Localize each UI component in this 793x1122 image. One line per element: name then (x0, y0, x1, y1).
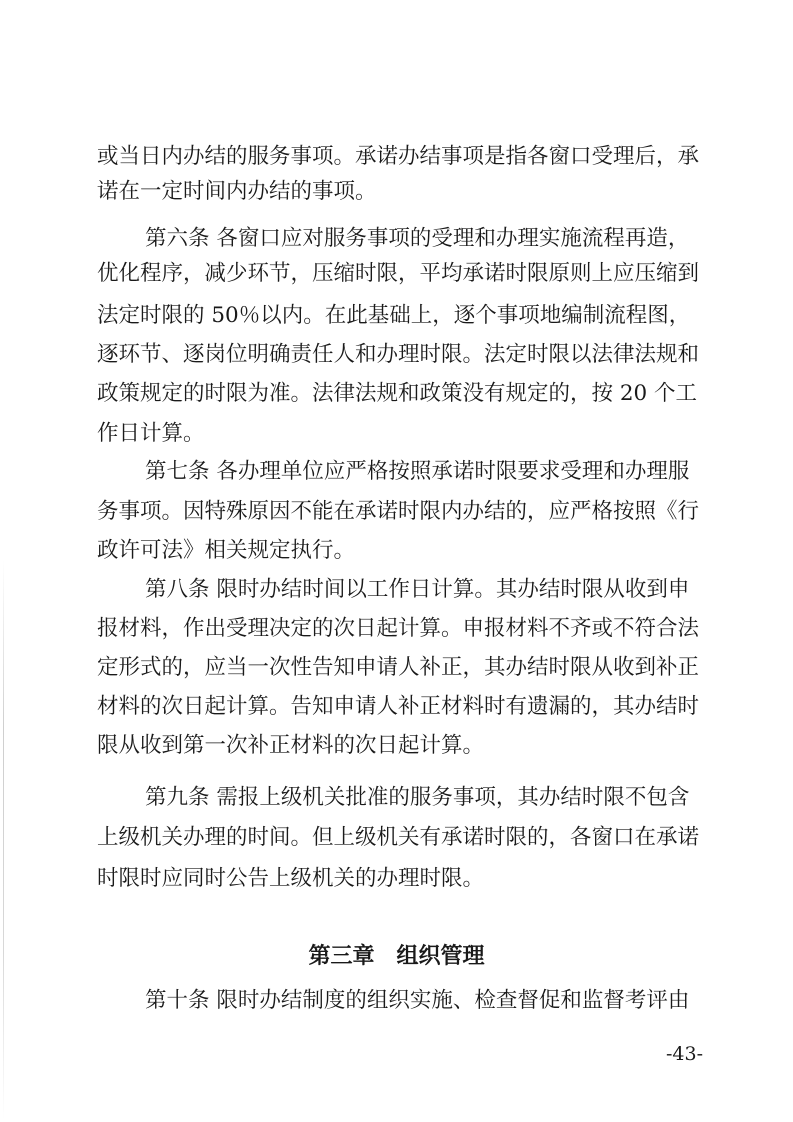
body-line: 诺在一定时间内办结的事项。 (97, 179, 377, 204)
body-line: 法定时限的 50％以内。在此基础上，逐个事项地编制流程图， (97, 303, 691, 328)
body-line: 定形式的，应当一次性告知申请人补正，其办结时限从收到补正 (97, 655, 700, 680)
body-line: 报材料，作出受理决定的次日起计算。申报材料不齐或不符合法 (97, 616, 700, 641)
article-10-heading-line: 第十条 限时办结制度的组织实施、检查督促和监督考评由 (145, 988, 690, 1013)
body-line: 政策规定的时限为准。法律法规和政策没有规定的，按 20 个工 (97, 381, 698, 406)
body-line: 材料的次日起计算。告知申请人补正材料时有遗漏的，其办结时 (97, 694, 700, 719)
body-line: 政许可法》相关规定执行。 (97, 538, 356, 563)
body-line: 逐环节、逐岗位明确责任人和办理时限。法定时限以法律法规和 (97, 342, 700, 367)
article-6-heading-line: 第六条 各窗口应对服务事项的受理和办理实施流程再造， (145, 226, 690, 251)
body-line: 时限时应同时公告上级机关的办理时限。 (97, 866, 485, 891)
body-line: 或当日内办结的服务事项。承诺办结事项是指各窗口受理后，承 (97, 144, 700, 169)
article-8-heading-line: 第八条 限时办结时间以工作日计算。其办结时限从收到申 (145, 577, 690, 602)
body-line: 优化程序，减少环节，压缩时限，平均承诺时限原则上应压缩到 (97, 261, 700, 286)
page-number: -43- (665, 1043, 703, 1065)
chapter-title: 第三章 组织管理 (308, 944, 485, 969)
article-9-heading-line: 第九条 需报上级机关批准的服务事项，其办结时限不包含 (145, 785, 690, 810)
body-line: 务事项。因特殊原因不能在承诺时限内办结的，应严格按照《行 (97, 499, 700, 524)
article-7-heading-line: 第七条 各办理单位应严格按照承诺时限要求受理和办理服 (145, 459, 690, 484)
body-line: 上级机关办理的时间。但上级机关有承诺时限的，各窗口在承诺 (97, 825, 700, 850)
body-line: 作日计算。 (97, 421, 205, 446)
body-line: 限从收到第一次补正材料的次日起计算。 (97, 733, 485, 758)
scan-edge-line (3, 560, 4, 1120)
